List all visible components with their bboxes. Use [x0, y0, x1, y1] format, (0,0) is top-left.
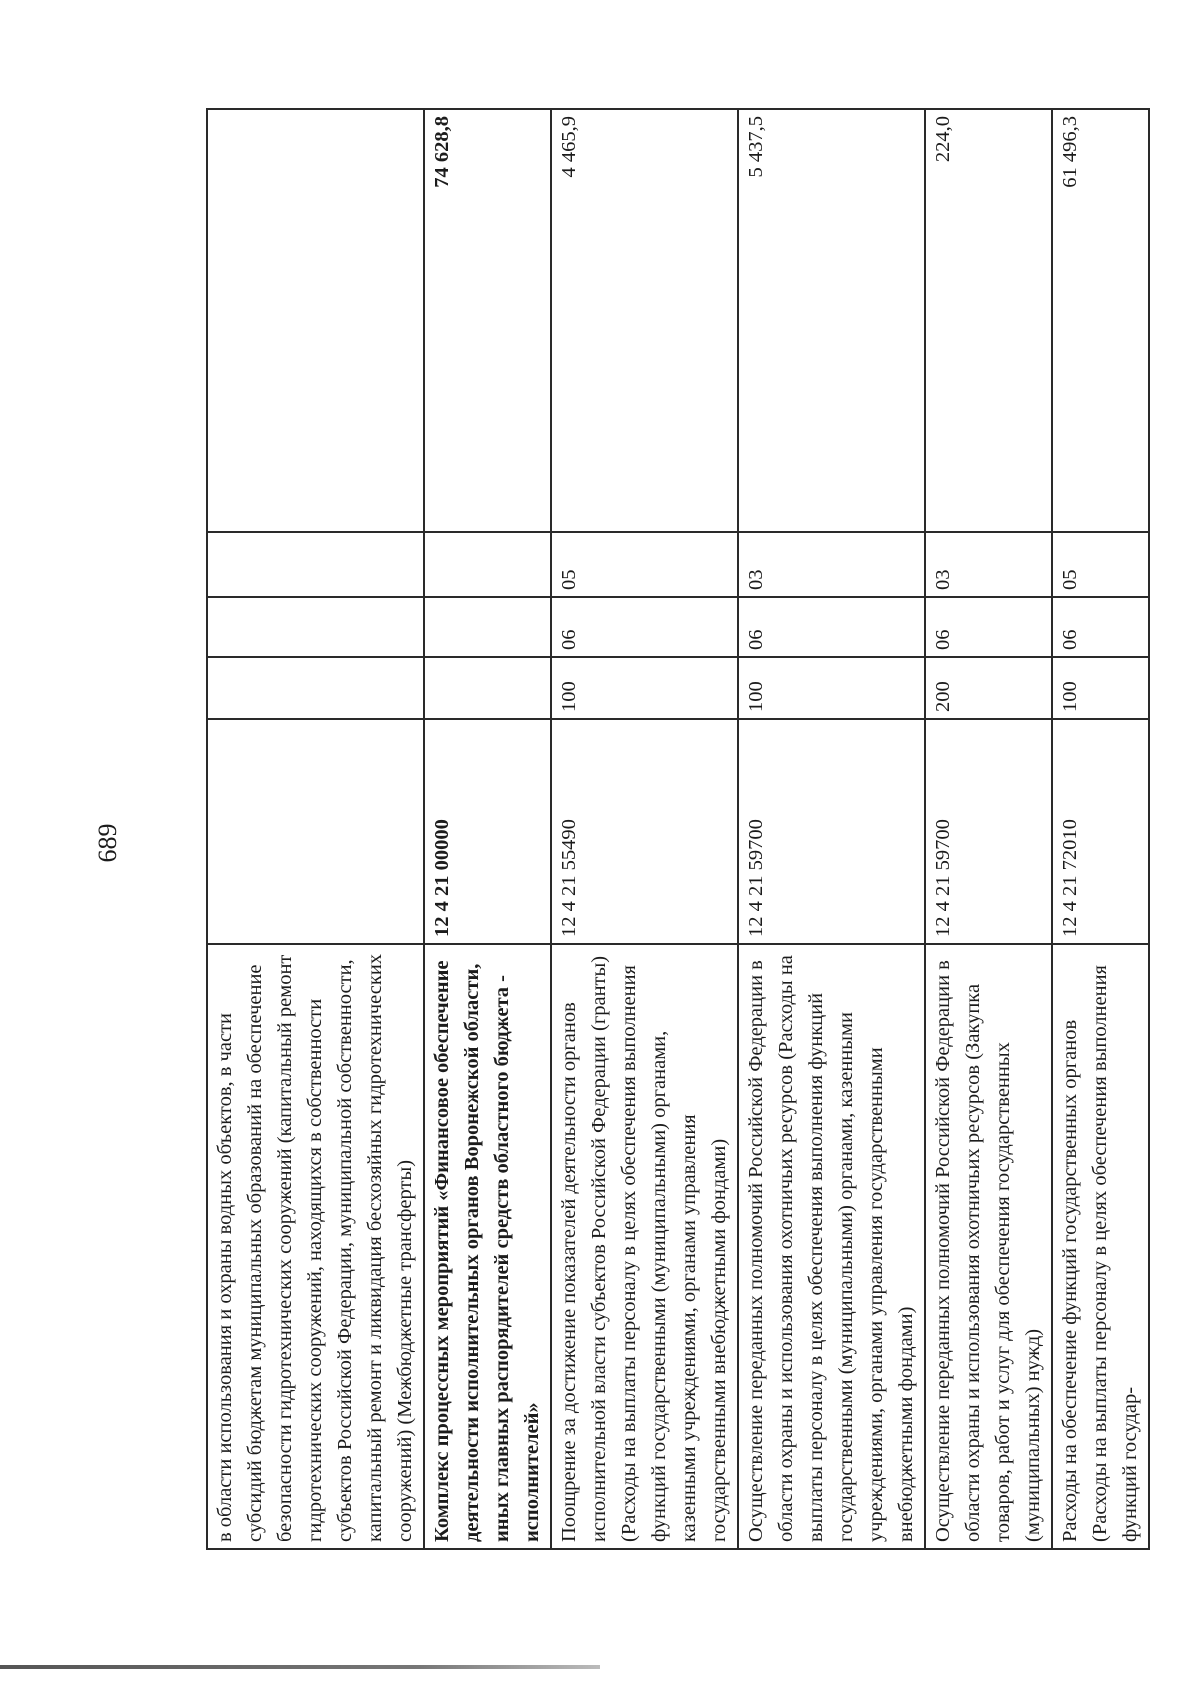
row-code: 12 4 21 72010 — [1052, 719, 1149, 944]
row-vr: 100 — [1052, 657, 1149, 719]
row-amount — [207, 109, 424, 532]
row-code: 12 4 21 00000 — [424, 719, 551, 944]
scan-edge-line — [0, 1665, 600, 1669]
row-amount: 74 628,8 — [424, 109, 551, 532]
row-amount: 224,0 — [925, 109, 1052, 532]
row-description: в области использования и охраны водных объектов, в части субсидий бюджетам муниципальных образований на обеспечение безопасности гидротехнических сооружений (капитальный ремонт гидротехнических сооружений, находящихся в собственности субъектов Российской Федерации, муниципальной собственности, капитальный ремонт и ликвидация бесхозяйных гидротехнических сооружений) (Межбюджетные трансферты) — [207, 944, 424, 1549]
table-row — [207, 109, 424, 1549]
row-amount: 4 465,9 — [551, 109, 738, 532]
row-vr: 200 — [925, 657, 1052, 719]
row-pr: 03 — [738, 532, 925, 597]
page-number: 689 — [93, 823, 122, 863]
row-rz — [207, 597, 424, 657]
row-code: 12 4 21 59700 — [925, 719, 1052, 944]
row-code: 12 4 21 55490 — [551, 719, 738, 944]
row-rz: 06 — [925, 597, 1052, 657]
row-description: Осуществление переданных полномочий Российской Федерации в области охраны и использования охотничьих ресурсов (Расходы на выплаты персоналу в целях обеспечения выполнения функций государственными (муниципальными) органами, казенными учреждениями, органами управления государственными внебюджетными фондами) — [738, 944, 925, 1549]
row-vr: 100 — [551, 657, 738, 719]
row-description: Поощрение за достижение показателей деятельности органов исполнительной власти субъектов Российской Федерации (гранты) (Расходы на выплаты персоналу в целях обеспечения выполнения функций государственными (муниципальными) органами, казенными учреждениями, органами управления государственными внебюджетными фондами) — [551, 944, 738, 1549]
row-code: 12 4 21 59700 — [738, 719, 925, 944]
row-rz: 06 — [551, 597, 738, 657]
row-pr — [207, 532, 424, 597]
row-rz: 06 — [738, 597, 925, 657]
row-description: Комплекс процессных мероприятий «Финансовое обеспечение деятельности исполнительных органов Воронежской области, иных главных распорядителей средств областного бюджета - исполнителей» — [424, 944, 551, 1549]
table-row — [1052, 109, 1149, 1549]
budget-table — [206, 108, 1150, 1550]
row-vr — [207, 657, 424, 719]
row-vr: 100 — [738, 657, 925, 719]
rotated-table-container — [206, 110, 1141, 1550]
row-pr: 05 — [1052, 532, 1149, 597]
row-pr: 05 — [551, 532, 738, 597]
row-rz — [424, 597, 551, 657]
row-pr — [424, 532, 551, 597]
row-description: Расходы на обеспечение функций государственных органов (Расходы на выплаты персоналу в целях обеспечения выполнения функций государ- — [1052, 944, 1149, 1549]
row-vr — [424, 657, 551, 719]
row-amount: 61 496,3 — [1052, 109, 1149, 532]
table-row — [551, 109, 738, 1549]
table-row — [424, 109, 551, 1549]
row-description: Осуществление переданных полномочий Российской Федерации в области охраны и использования охотничьих ресурсов (Закупка товаров, работ и услуг для обеспечения государственных (муниципальных) нужд) — [925, 944, 1052, 1549]
row-pr: 03 — [925, 532, 1052, 597]
table-row — [925, 109, 1052, 1549]
row-amount: 5 437,5 — [738, 109, 925, 532]
row-rz: 06 — [1052, 597, 1149, 657]
table-row — [738, 109, 925, 1549]
row-code — [207, 719, 424, 944]
